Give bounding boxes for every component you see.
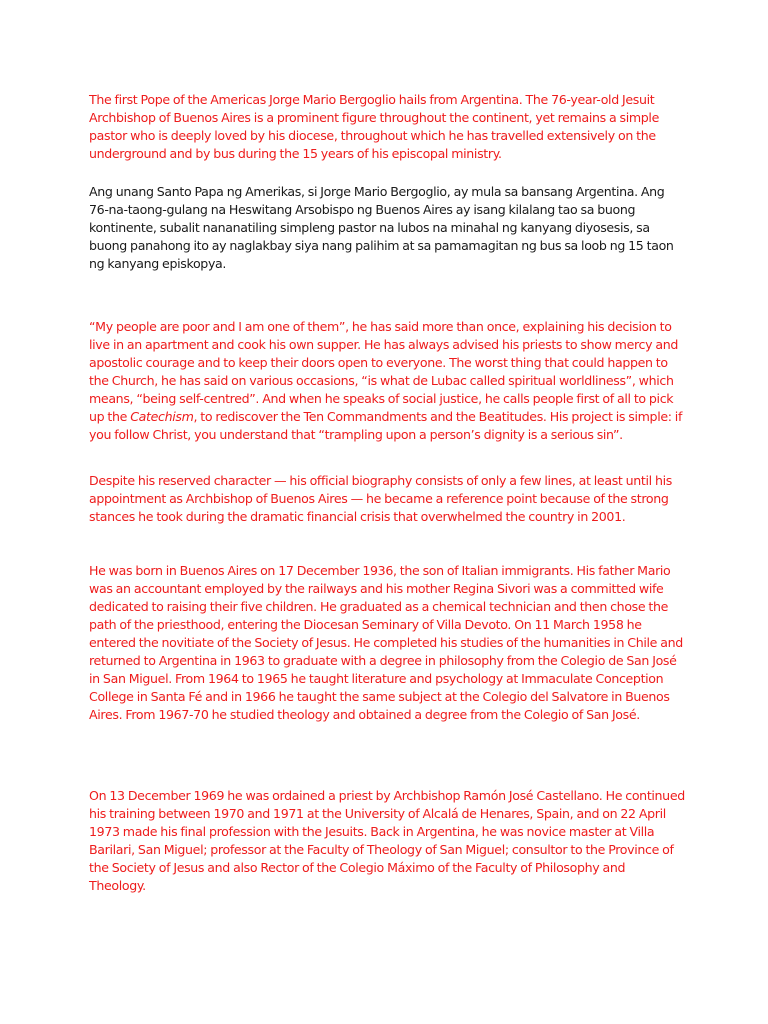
paragraph-reserved-character: Despite his reserved character — his official biography consists of only a few lines, at least until his appointment as Archbishop of Buenos Aires — he became a reference point because of the strong stances he took during the dramatic financial crisis that overwhelmed the country in 2001. [89, 473, 672, 524]
paragraph-people-are-poor-part-1: “My people are poor and I am one of them”, he has said more than once, explaining his decision to live in an apartment and cook his own supper. He has always advised his priests to show mercy and apostolic courage and to keep their doors open to everyone. The worst thing that could happen to the Church, he has said on various occasions, “is what de Lubac called spiritual worldliness”, which means, “being self-centred”. And when he speaks of social justice, he calls people first of all to pick up the [89, 319, 679, 424]
paragraph-early-life: He was born in Buenos Aires on 17 December 1936, the son of Italian immigrants. His father Mario was an accountant employed by the railways and his mother Regina Sivori was a committed wife dedicated to raising their five children. He graduated as a chemical technician and then chose the path of the priesthood, entering the Diocesan Seminary of Villa Devoto. On 11 March 1958 he entered the novitiate of the Society of Jesus. He completed his studies of the humanities in Chile and returned to Argentina in 1963 to graduate with a degree in philosophy from the Colegio de San José in San Miguel. From 1964 to 1965 he taught literature and psychology at Immaculate Conception College in Santa Fé and in 1966 he taught the same subject at the Colegio del Salvatore in Buenos Aires. From 1967-70 he studied theology and obtained a degree from the Colegio of San José. [89, 563, 683, 722]
paragraph-intro-english: The first Pope of the Americas Jorge Mario Bergoglio hails from Argentina. The 76-year-old Jesuit Archbishop of Buenos Aires is a prominent figure throughout the continent, yet remains a simple pastor who is deeply loved by his diocese, throughout which he has travelled extensively on the underground and by bus during the 15 years of his episcopal ministry. [89, 92, 659, 161]
paragraph-intro-tagalog: Ang unang Santo Papa ng Amerikas, si Jorge Mario Bergoglio, ay mula sa bansang Argentina. Ang 76-na-taong-gulang na Heswitang Arsobispo ng Buenos Aires ay isang kilalang tao sa buong kontinente, subalit nananatiling simpleng pastor na lubos na minahal ng kanyang diyosesis, sa buong panahong ito ay naglakbay siya nang palihim at sa pamamagitan ng bus sa loob ng 15 taon ng kanyang episkopya. [89, 184, 674, 271]
catechism-italic-text: Catechism [130, 409, 194, 424]
paragraph-people-are-poor-part-2: , to rediscover the Ten Commandments and the Beatitudes. His project is simple: if you follow Christ, you understand that “trampling upon a person’s dignity is a serious sin”. [89, 409, 683, 442]
paragraph-people-are-poor [89, 318, 685, 444]
paragraph-ordination: On 13 December 1969 he was ordained a priest by Archbishop Ramón José Castellano. He continued his training between 1970 and 1971 at the University of Alcalá de Henares, Spain, and on 22 April 1973 made his final profession with the Jesuits. Back in Argentina, he was novice master at Villa Barilari, San Miguel; professor at the Faculty of Theology of San Miguel; consultor to the Province of the Society of Jesus and also Rector of the Colegio Máximo of the Faculty of Philosophy and Theology. [89, 788, 685, 893]
